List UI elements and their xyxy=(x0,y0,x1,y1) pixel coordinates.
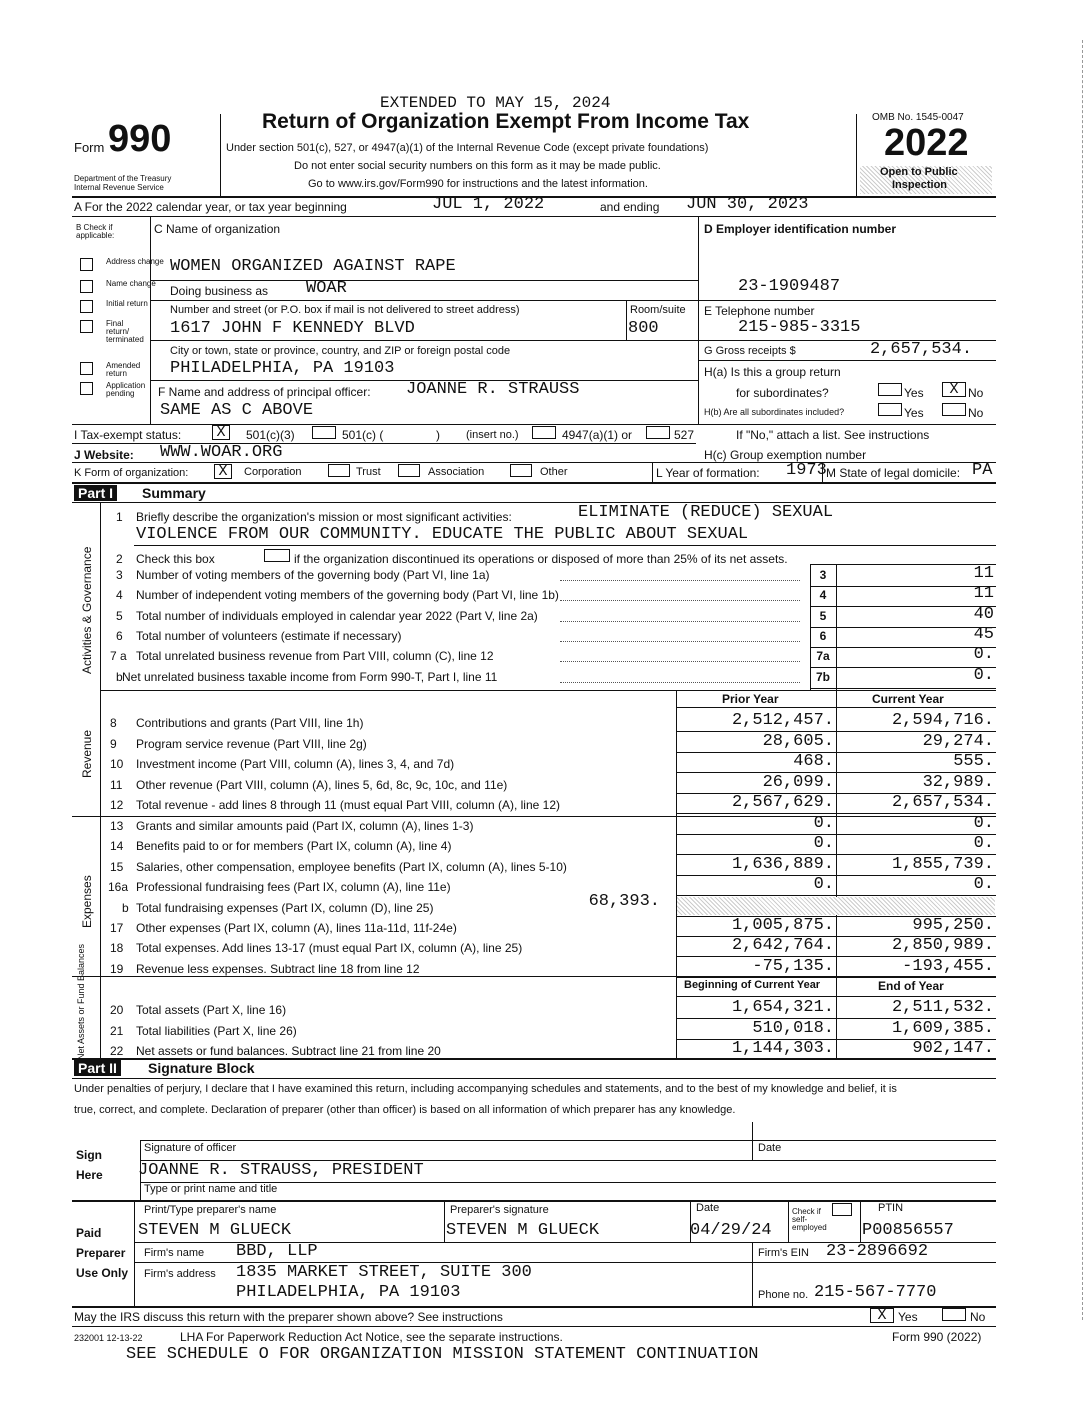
dot-leader xyxy=(560,661,800,662)
net-row-prior: 1,654,321. xyxy=(731,998,834,1017)
extended-note: EXTENDED TO MAY 15, 2024 xyxy=(380,94,611,112)
corporation-checkbox[interactable]: X xyxy=(214,464,232,479)
exp-row-prior: 1,005,875. xyxy=(731,916,834,935)
form-sub2: Do not enter social security numbers on this form as it may be made public. xyxy=(294,160,661,172)
sign-date-label: Date xyxy=(758,1142,782,1154)
line2-desc: if the organization discontinued its operations or disposed of more than 25% of its net assets. xyxy=(294,552,788,566)
b-item-1: Name change xyxy=(106,279,156,288)
firm-ein-label: Firm's EIN xyxy=(758,1247,809,1259)
rev-row-num: 8 xyxy=(110,716,117,730)
net-row-current: 1,609,385. xyxy=(891,1019,994,1038)
col-prior-year: Prior Year xyxy=(722,692,779,706)
tax-year-begin: JUL 1, 2022 xyxy=(432,195,545,214)
col-end-year: End of Year xyxy=(878,979,944,993)
501c3-label: 501(c)(3) xyxy=(246,428,295,442)
formation-label: L Year of formation: xyxy=(656,466,760,480)
insert-no-label: (insert no.) xyxy=(466,429,519,441)
exp-row-prior: 0. xyxy=(813,875,834,894)
exp-row-num: 15 xyxy=(110,860,124,874)
gross-receipts: 2,657,534. xyxy=(870,340,973,359)
form-org-label: K Form of organization: xyxy=(74,467,189,479)
line2-num: 2 xyxy=(116,552,123,566)
exp-row-current: 1,855,739. xyxy=(891,855,994,874)
rev-row-num: 9 xyxy=(110,737,117,751)
gov-row-value: 40 xyxy=(973,605,994,624)
application-pending-checkbox[interactable] xyxy=(80,382,93,395)
gov-row-num: 7 a xyxy=(110,649,127,663)
ha-yes-checkbox[interactable] xyxy=(878,383,902,396)
dept-treasury: Department of the Treasury xyxy=(74,174,172,183)
rev-row-prior: 468. xyxy=(793,752,834,771)
exp-row-num: 14 xyxy=(110,839,124,853)
b-item-0: Address change xyxy=(106,257,164,266)
discuss-yes-label: Yes xyxy=(898,1310,918,1324)
officer-signature-label: Signature of officer xyxy=(144,1142,237,1154)
rev-row-num: 12 xyxy=(110,798,124,812)
gov-row-num: b xyxy=(116,670,123,684)
prep-name-label: Print/Type preparer's name xyxy=(144,1204,277,1216)
gov-row-value: 0. xyxy=(973,666,994,685)
exp-row-num: 18 xyxy=(110,941,124,955)
ha-yes-label: Yes xyxy=(904,386,924,400)
hc-label: H(c) Group exemption number xyxy=(704,448,867,462)
gov-row-box: 7a xyxy=(816,649,830,663)
line-a-mid: and ending xyxy=(600,200,660,214)
discuss-question: May the IRS discuss this return with the preparer shown above? See instructions xyxy=(74,1310,503,1324)
self-employed-label: Check if self-employed xyxy=(792,1207,827,1232)
gov-row-value: 11 xyxy=(973,584,994,603)
ein-label: D Employer identification number xyxy=(704,222,897,236)
type-name-label: Type or print name and title xyxy=(144,1183,278,1195)
side-expenses: Expenses xyxy=(80,875,94,928)
exp-row-num: 16a xyxy=(108,880,129,894)
exp-row-prior: 1,636,889. xyxy=(731,855,834,874)
discuss-yes-checkbox[interactable]: X xyxy=(870,1308,894,1323)
prep-name: STEVEN M GLUECK xyxy=(138,1221,292,1240)
box-col-right xyxy=(836,564,837,690)
mission-1: ELIMINATE (REDUCE) SEXUAL xyxy=(578,503,834,522)
dot-leader xyxy=(560,621,800,622)
paid-label: Paid xyxy=(76,1226,102,1240)
net-row-current: 2,511,532. xyxy=(891,998,994,1017)
formation-year: 1973 xyxy=(786,461,827,480)
room-label: Room/suite xyxy=(630,304,686,316)
gov-row-desc: Net unrelated business taxable income from Form 990-T, Part I, line 11 xyxy=(122,670,498,684)
exp-row-current: 0. xyxy=(973,834,994,853)
room-suite: 800 xyxy=(628,319,659,338)
501c-label: 501(c) ( xyxy=(342,428,384,442)
preparer-label: Preparer xyxy=(76,1246,126,1260)
exp-row-desc: Grants and similar amounts paid (Part IX, column (A), lines 1-3) xyxy=(136,819,474,833)
net-row-prior: 1,144,303. xyxy=(731,1039,834,1058)
perjury-2: true, correct, and complete. Declaration of preparer (other than officer) is based on all information of which preparer has any knowledge. xyxy=(74,1104,736,1116)
discuss-no-label: No xyxy=(970,1310,986,1324)
form-code: 232001 12-13-22 xyxy=(74,1333,143,1343)
phone-label: E Telephone number xyxy=(704,304,815,318)
rev-row-current: 2,657,534. xyxy=(891,793,994,812)
fundraising-total: 68,393. xyxy=(588,892,660,911)
4947-checkbox[interactable] xyxy=(532,426,556,439)
here-label: Here xyxy=(76,1168,103,1182)
exp-row-prior: 0. xyxy=(813,834,834,853)
part1-title: Summary xyxy=(142,485,206,501)
527-checkbox[interactable] xyxy=(646,426,670,439)
form-sub1: Under section 501(c), 527, or 4947(a)(1) of the Internal Revenue Code (except private foundations) xyxy=(226,142,709,154)
gov-row-desc: Total number of volunteers (estimate if necessary) xyxy=(136,629,402,643)
initial-return-checkbox[interactable] xyxy=(80,300,93,313)
org-name-label: C Name of organization xyxy=(154,222,281,236)
gov-row-value: 0. xyxy=(973,645,994,664)
amended-return-checkbox[interactable] xyxy=(80,362,93,375)
part2-tag: Part II xyxy=(74,1060,121,1076)
hb-no-label: No xyxy=(968,406,984,420)
ha-label: H(a) Is this a group return xyxy=(704,365,841,379)
officer-name-title: JOANNE R. STRAUSS, PRESIDENT xyxy=(138,1161,424,1180)
dot-leader xyxy=(560,682,800,683)
rev-row-prior: 2,512,457. xyxy=(731,711,834,730)
b-item-4: Amended return xyxy=(106,361,141,378)
phone-value: 215-985-3315 xyxy=(738,318,861,337)
dba-name: WOAR xyxy=(306,279,347,298)
box-col-left xyxy=(810,564,811,690)
officer-label: F Name and address of principal officer: xyxy=(158,385,371,399)
net-row-desc: Total assets (Part X, line 16) xyxy=(136,1003,287,1017)
prep-date: 04/29/24 xyxy=(690,1221,772,1240)
b-item-2: Initial return xyxy=(106,299,148,308)
open-public: Open to Public xyxy=(880,166,958,178)
exp-row-desc: Professional fundraising fees (Part IX, column (A), line 11e) xyxy=(136,880,451,894)
gov-row-num: 5 xyxy=(116,609,123,623)
hb-yes-checkbox[interactable] xyxy=(878,403,902,416)
ha-no-label: No xyxy=(968,386,984,400)
rev-row-prior: 28,605. xyxy=(762,732,834,751)
address-change-checkbox[interactable] xyxy=(80,258,93,271)
website-label: J Website: xyxy=(74,448,134,462)
domicile-state: PA xyxy=(972,461,993,480)
gov-row-box: 5 xyxy=(819,609,827,623)
hb-no-checkbox[interactable] xyxy=(942,403,966,416)
form-sub3: Go to www.irs.gov/Form990 for instructions and the latest information. xyxy=(308,178,648,190)
domicile-label: M State of legal domicile: xyxy=(826,466,961,480)
website-value: WWW.WOAR.ORG xyxy=(160,443,283,462)
net-row-current: 902,147. xyxy=(912,1039,994,1058)
city-state-zip: PHILADELPHIA, PA 19103 xyxy=(170,359,395,378)
association-label: Association xyxy=(428,466,485,478)
501c3-checkbox[interactable]: X xyxy=(212,425,230,440)
b-item-5: Application pending xyxy=(106,381,146,398)
gov-row-desc: Number of independent voting members of the governing body (Part VI, line 1b) xyxy=(136,588,559,602)
tax-year: 2022 xyxy=(884,122,969,164)
gov-row-num: 4 xyxy=(116,588,123,602)
discontinued-checkbox[interactable] xyxy=(264,549,290,562)
lha-notice: LHA For Paperwork Reduction Act Notice, see the separate instructions. xyxy=(180,1330,563,1344)
rev-row-desc: Other revenue (Part VIII, column (A), lines 5, 6d, 8c, 9c, 10c, and 11e) xyxy=(136,778,508,792)
rev-row-prior: 26,099. xyxy=(762,773,834,792)
check-applicable-label: B Check if applicable: xyxy=(76,223,115,240)
exp-row-num: b xyxy=(122,901,129,915)
exp-row-desc: Salaries, other compensation, employee benefits (Part IX, column (A), lines 5-10) xyxy=(136,860,567,874)
paren-close: ) xyxy=(436,428,440,442)
line2-label: Check this box xyxy=(136,552,215,566)
gov-row-value: 45 xyxy=(973,625,994,644)
firm-address-1: 1835 MARKET STREET, SUITE 300 xyxy=(236,1263,532,1282)
prep-date-label: Date xyxy=(696,1202,720,1214)
exp-row-desc: Other expenses (Part IX, column (A), lines 11a-11d, 11f-24e) xyxy=(136,921,457,935)
net-row-num: 21 xyxy=(110,1024,124,1038)
corporation-label: Corporation xyxy=(244,466,302,478)
exp-row-prior: 2,642,764. xyxy=(731,936,834,955)
exp-row-prior: -75,135. xyxy=(752,957,834,976)
firm-name-label: Firm's name xyxy=(144,1247,205,1259)
gov-row-desc: Total number of individuals employed in calendar year 2022 (Part V, line 2a) xyxy=(136,609,538,623)
gov-row-desc: Number of voting members of the governing body (Part VI, line 1a) xyxy=(136,568,490,582)
form-label: Form xyxy=(74,140,105,155)
form-title: Return of Organization Exempt From Income Tax xyxy=(262,110,750,133)
side-activities: Activities & Governance xyxy=(80,546,94,674)
prep-sig-label: Preparer's signature xyxy=(450,1204,549,1216)
open-inspection: Inspection xyxy=(892,179,948,191)
exp-row-current: -193,455. xyxy=(902,957,994,976)
dot-leader xyxy=(560,580,800,581)
exp-row-current: 995,250. xyxy=(912,916,994,935)
rev-row-desc: Investment income (Part VIII, column (A), lines 3, 4, and 7d) xyxy=(136,757,455,771)
ptin-value: P00856557 xyxy=(862,1221,954,1240)
side-net-assets: Net Assets or Fund Balances xyxy=(76,943,86,1060)
rev-row-num: 11 xyxy=(110,778,123,792)
gov-row-num: 3 xyxy=(116,568,123,582)
name-change-checkbox[interactable] xyxy=(80,280,93,293)
exp-row-num: 17 xyxy=(110,921,124,935)
rev-row-current: 2,594,716. xyxy=(891,711,994,730)
net-row-desc: Total liabilities (Part X, line 26) xyxy=(136,1024,297,1038)
tax-exempt-label: I Tax-exempt status: xyxy=(74,428,182,442)
ptin-label: PTIN xyxy=(878,1202,904,1214)
net-row-desc: Net assets or fund balances. Subtract line 21 from line 20 xyxy=(136,1044,441,1058)
gross-label: G Gross receipts $ xyxy=(704,345,796,357)
hb-yes-label: Yes xyxy=(904,406,924,420)
mission-2: VIOLENCE FROM OUR COMMUNITY. EDUCATE THE PUBLIC ABOUT SEXUAL xyxy=(136,525,749,544)
net-row-num: 22 xyxy=(110,1044,124,1058)
ha-sub: for subordinates? xyxy=(736,386,829,400)
exp-row-prior: 0. xyxy=(813,814,834,833)
ein-value: 23-1909487 xyxy=(738,277,841,296)
row-rule xyxy=(810,688,996,689)
discuss-no-checkbox[interactable] xyxy=(942,1308,966,1321)
association-checkbox[interactable] xyxy=(398,464,420,477)
rev-row-num: 10 xyxy=(110,757,124,771)
gov-row-num: 6 xyxy=(116,629,123,643)
4947-label: 4947(a)(1) or xyxy=(562,428,633,442)
line-a-label: A For the 2022 calendar year, or tax year beginning xyxy=(74,200,347,214)
exp-row-current: 0. xyxy=(973,875,994,894)
final-return-checkbox[interactable] xyxy=(80,320,93,333)
firm-phone-label: Phone no. xyxy=(758,1289,809,1301)
firm-name: BBD, LLP xyxy=(236,1242,318,1261)
self-employed-checkbox[interactable] xyxy=(832,1203,852,1216)
dba-label: Doing business as xyxy=(170,284,269,298)
exp-row-current: 2,850,989. xyxy=(891,936,994,955)
net-row-num: 20 xyxy=(110,1003,124,1017)
perjury-1: Under penalties of perjury, I declare that I have examined this return, including accompanying schedules and statements, and to the best of my knowledge and belief, it is xyxy=(74,1083,897,1095)
dept-irs: Internal Revenue Service xyxy=(74,183,164,192)
box-top-rule xyxy=(810,564,996,565)
line1-num: 1 xyxy=(116,510,123,524)
col-current-year: Current Year xyxy=(872,692,944,706)
use-only-label: Use Only xyxy=(76,1266,129,1280)
rev-row-desc: Program service revenue (Part VIII, line 2g) xyxy=(136,737,367,751)
line1-label: Briefly describe the organization's mission or most significant activities: xyxy=(136,510,512,524)
gov-row-box: 6 xyxy=(819,629,827,643)
other-checkbox[interactable] xyxy=(510,464,532,477)
officer-name: JOANNE R. STRAUSS xyxy=(406,380,580,399)
org-name: WOMEN ORGANIZED AGAINST RAPE xyxy=(170,257,456,276)
form-number: 990 xyxy=(108,118,172,160)
rev-row-current: 555. xyxy=(953,752,994,771)
firm-address-2: PHILADELPHIA, PA 19103 xyxy=(236,1283,461,1302)
527-label: 527 xyxy=(674,428,695,442)
gov-row-value: 11 xyxy=(973,564,994,583)
dot-leader xyxy=(560,600,800,601)
trust-label: Trust xyxy=(356,466,381,478)
city-label: City or town, state or province, country, and ZIP or foreign postal code xyxy=(170,345,511,357)
exp-row-desc: Total fundraising expenses (Part IX, column (D), line 25) xyxy=(136,901,434,915)
col-beginning: Beginning of Current Year xyxy=(684,979,821,991)
rev-row-desc: Total revenue - add lines 8 through 11 (must equal Part VIII, column (A), line 12) xyxy=(136,798,560,812)
omb-number: OMB No. 1545-0047 xyxy=(872,112,964,123)
exp-row-current: 0. xyxy=(973,814,994,833)
firm-address-label: Firm's address xyxy=(144,1268,216,1280)
street-address: 1617 JOHN F KENNEDY BLVD xyxy=(170,319,415,338)
trust-checkbox[interactable] xyxy=(328,464,350,477)
officer-address: SAME AS C ABOVE xyxy=(160,401,314,420)
exp-row-desc: Revenue less expenses. Subtract line 18 from line 12 xyxy=(136,962,420,976)
gov-row-box: 7b xyxy=(815,670,830,684)
tax-year-end: JUN 30, 2023 xyxy=(686,195,809,214)
501c-checkbox[interactable] xyxy=(312,426,336,439)
exp-row-num: 13 xyxy=(110,819,124,833)
rev-row-current: 32,989. xyxy=(922,773,994,792)
street-label: Number and street (or P.O. box if mail is not delivered to street address) xyxy=(170,304,520,316)
gov-row-box: 3 xyxy=(819,568,827,582)
rev-row-current: 29,274. xyxy=(922,732,994,751)
rev-row-desc: Contributions and grants (Part VIII, line 1h) xyxy=(136,716,364,730)
form-footer: Form 990 (2022) xyxy=(892,1330,982,1344)
hb-note: If "No," attach a list. See instructions xyxy=(736,428,930,442)
gov-row-box: 4 xyxy=(819,588,827,602)
dot-leader xyxy=(560,641,800,642)
exp-row-desc: Total expenses. Add lines 13-17 (must equal Part IX, column (A), line 25) xyxy=(136,941,523,955)
ha-no-checkbox[interactable]: X xyxy=(942,382,966,397)
side-revenue: Revenue xyxy=(80,729,94,778)
part2-title: Signature Block xyxy=(148,1060,255,1076)
exp-row-desc: Benefits paid to or for members (Part IX, column (A), line 4) xyxy=(136,839,452,853)
exp-row-num: 19 xyxy=(110,962,124,976)
sign-label: Sign xyxy=(76,1148,102,1162)
part1-tag: Part I xyxy=(74,485,117,501)
other-label: Other xyxy=(540,466,568,478)
firm-phone: 215-567-7770 xyxy=(814,1283,937,1302)
hb-label: H(b) Are all subordinates included? xyxy=(704,407,845,417)
net-row-prior: 510,018. xyxy=(752,1019,834,1038)
firm-ein: 23-2896692 xyxy=(826,1242,929,1261)
prep-sig: STEVEN M GLUECK xyxy=(446,1221,600,1240)
rev-row-prior: 2,567,629. xyxy=(731,793,834,812)
gov-row-desc: Total unrelated business revenue from Part VIII, column (C), line 12 xyxy=(136,649,494,663)
schedule-o-note: SEE SCHEDULE O FOR ORGANIZATION MISSION STATEMENT CONTINUATION xyxy=(126,1345,759,1364)
b-item-3: Final return/ terminated xyxy=(106,319,144,344)
